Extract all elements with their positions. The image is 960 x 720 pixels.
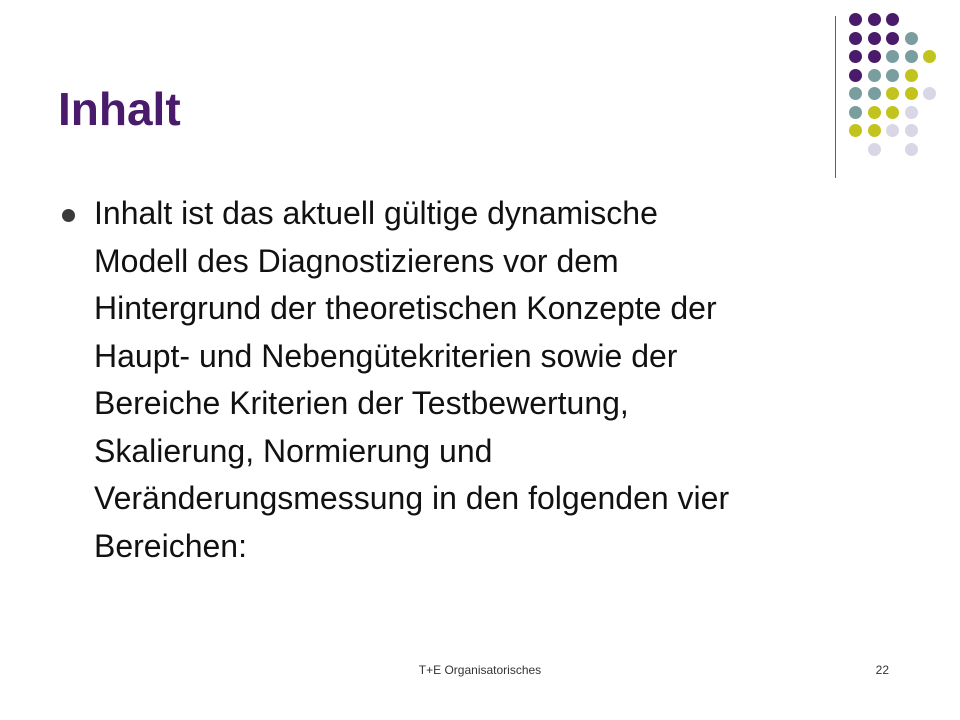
bullet-dot-icon	[62, 209, 75, 222]
bullet-text-line: Hintergrund der theoretischen Konzepte der	[94, 290, 717, 326]
decorative-dot	[886, 13, 899, 26]
decorative-dot	[923, 87, 936, 100]
decorative-dot	[886, 50, 899, 63]
decorative-dot	[868, 87, 881, 100]
decorative-dot	[905, 50, 918, 63]
decorative-dot	[868, 124, 881, 137]
page-number: 22	[875, 663, 889, 677]
decorative-dot-grid	[849, 13, 949, 158]
decorative-dot	[868, 32, 881, 45]
decorative-dot	[849, 69, 862, 82]
bullet-text-line: Inhalt ist das aktuell gültige dynamische	[94, 195, 658, 231]
decorative-dot	[905, 32, 918, 45]
decorative-dot	[849, 50, 862, 63]
decorative-dot	[849, 13, 862, 26]
decorative-vertical-line	[835, 16, 836, 178]
decorative-dot	[868, 50, 881, 63]
decorative-dot	[886, 69, 899, 82]
decorative-dot	[886, 106, 899, 119]
slide-title: Inhalt	[58, 83, 181, 135]
decorative-dot	[905, 106, 918, 119]
bullet-text-line: Haupt- und Nebengütekriterien sowie der	[94, 337, 678, 374]
decorative-dot	[905, 124, 918, 137]
bullet-text-line: Veränderungsmessung in den folgenden vier	[94, 480, 730, 516]
bullet-text-line: Skalierung, Normierung und	[94, 432, 493, 469]
decorative-dot	[905, 87, 918, 100]
bullet-text-line: Bereiche Kriterien der Testbewertung,	[94, 385, 629, 421]
bullet-item	[60, 190, 860, 570]
bullet-text-line: Bereichen:	[94, 527, 247, 564]
decorative-dot	[923, 50, 936, 63]
decorative-dot	[886, 87, 899, 100]
bullet-text-line: Modell des Diagnostizierens vor dem	[94, 242, 619, 279]
decorative-dot	[886, 124, 899, 137]
decorative-dot	[886, 32, 899, 45]
decorative-dot	[905, 143, 918, 156]
decorative-dot	[905, 69, 918, 82]
decorative-dot	[868, 143, 881, 156]
footer-title: T+E Organisatorisches	[418, 663, 542, 677]
decorative-dot	[849, 87, 862, 100]
decorative-dot	[868, 106, 881, 119]
decorative-dot	[849, 32, 862, 45]
decorative-dot	[868, 69, 881, 82]
decorative-dot	[849, 106, 862, 119]
decorative-dot	[868, 13, 881, 26]
bullet-list	[60, 190, 860, 570]
decorative-dot	[849, 124, 862, 137]
